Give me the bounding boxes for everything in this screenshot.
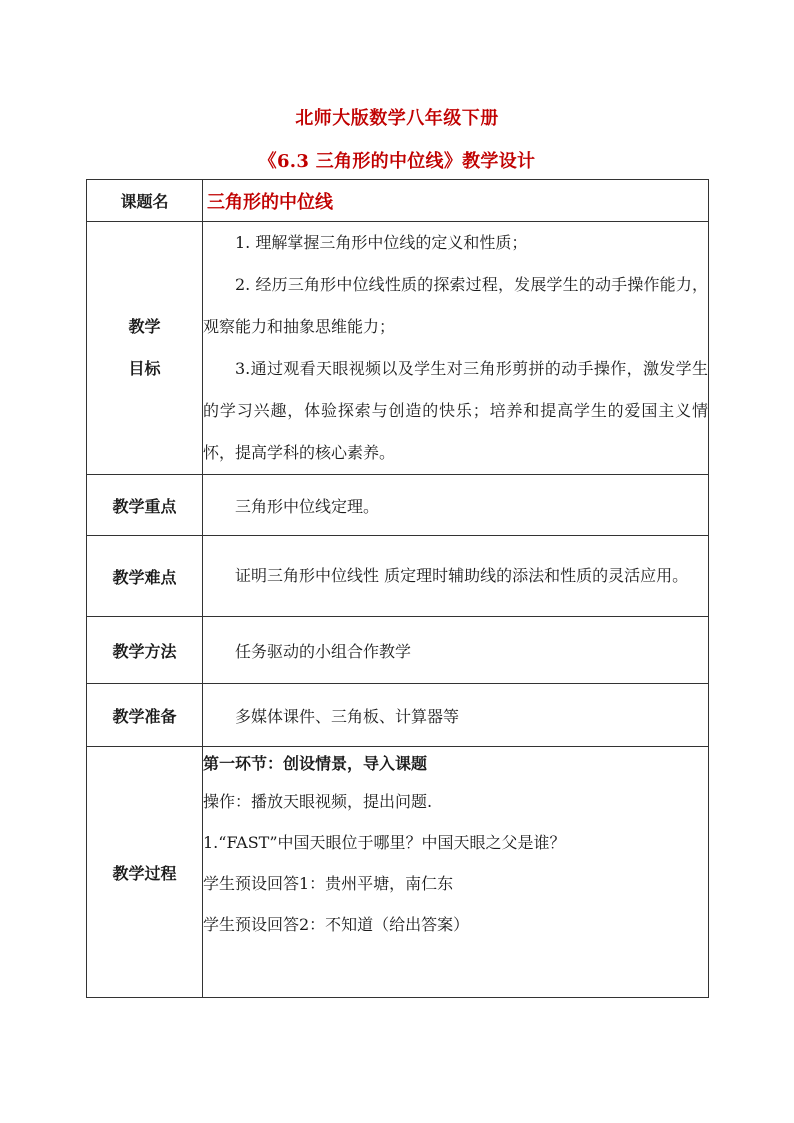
goal-item: 1. 理解掌握三角形中位线的定义和性质； — [235, 233, 528, 252]
difficulties-value: 证明三角形中位线性 质定理时辅助线的添法和性质的灵活应用。 — [235, 566, 689, 585]
document-subtitle: 《6.3 三角形的中位线》教学设计 — [258, 151, 536, 172]
goals-row — [87, 222, 709, 475]
process-heading: 第一环节：创设情景，导入课题 — [203, 754, 428, 773]
method-row — [87, 617, 709, 684]
topic-row — [87, 180, 709, 222]
process-line: 操作：播放天眼视频，提出问题. — [203, 792, 433, 811]
topic-label: 课题名 — [87, 180, 203, 222]
method-label: 教学方法 — [87, 617, 203, 684]
goals-label-line1: 教学 — [128, 317, 161, 336]
key-points-value: 三角形中位线定理。 — [235, 496, 380, 516]
key-points-row — [87, 475, 709, 536]
goal-item: 3.通过观看天眼视频以及学生对三角形剪拼的动手操作，激发学生的学习兴趣，体验探索与创造的快乐；培养和提高学生的爱国主义情怀，提高学科的核心素养。 — [203, 359, 708, 462]
difficulties-row — [87, 536, 709, 617]
method-value: 任务驱动的小组合作教学 — [235, 641, 412, 661]
preparation-row — [87, 684, 709, 747]
document-title: 北师大版数学八年级下册 — [295, 108, 499, 129]
goal-item: 2. 经历三角形中位线性质的探索过程，发展学生的动手操作能力，观察能力和抽象思维能力； — [203, 275, 708, 336]
process-row — [87, 747, 709, 998]
goals-label — [87, 222, 203, 475]
key-points-label: 教学重点 — [87, 475, 203, 536]
topic-value: 三角形的中位线 — [207, 191, 333, 213]
process-line: 1.“FAST”中国天眼位于哪里？中国天眼之父是谁？ — [203, 833, 566, 852]
process-label: 教学过程 — [87, 747, 203, 998]
goals-label-line2: 目标 — [128, 359, 161, 378]
preparation-label: 教学准备 — [87, 684, 203, 747]
preparation-value: 多媒体课件、三角板、计算器等 — [235, 706, 460, 726]
process-line: 学生预设回答1：贵州平塘，南仁东 — [203, 874, 454, 893]
process-content — [203, 747, 709, 998]
lesson-plan-table — [86, 179, 709, 998]
goals-content — [203, 222, 709, 475]
process-line: 学生预设回答2：不知道（给出答案） — [203, 915, 470, 934]
difficulties-label: 教学难点 — [87, 536, 203, 617]
